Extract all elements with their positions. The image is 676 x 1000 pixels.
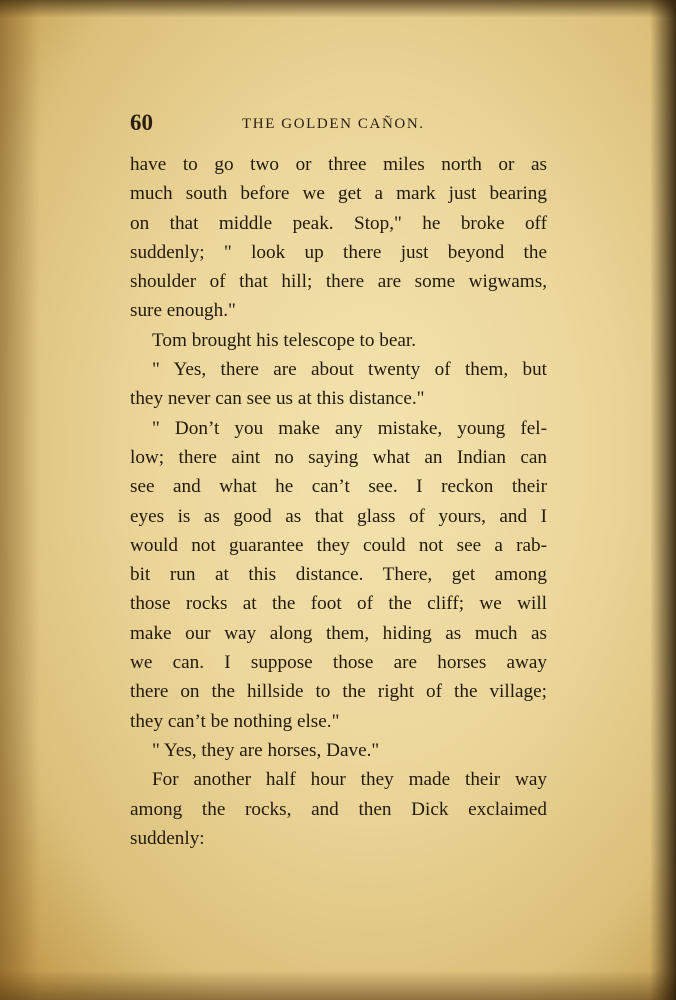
text-line: " Yes, they are horses, Dave."	[152, 739, 380, 761]
text-line: low; there aint no saying what an Indian can	[130, 446, 547, 468]
text-line: suddenly; " look up there just beyond the	[130, 241, 547, 263]
text-line: much south before we get a mark just bearing	[130, 183, 547, 205]
body-text	[130, 150, 547, 853]
text-line: would not guarantee they could not see a rab-	[130, 534, 547, 556]
text-line: shoulder of that hill; there are some wigwams,	[130, 271, 547, 293]
text-line: have to go two or three miles north or as	[130, 154, 547, 175]
page-number: 60	[130, 110, 153, 135]
running-head	[130, 110, 545, 140]
text-line: they can’t be nothing else."	[130, 710, 340, 732]
page-top-edge	[0, 0, 676, 18]
text-line: For another half hour they made their way	[152, 769, 547, 791]
text-line: we can. I suppose those are horses away	[130, 652, 547, 674]
text-line: Tom brought his telescope to bear.	[152, 329, 417, 351]
text-line: those rocks at the foot of the cliff; we will	[130, 593, 547, 615]
page-bottom-edge	[0, 970, 676, 1000]
text-line: " Don’t you make any mistake, young fel-	[152, 417, 547, 439]
text-line: sure enough."	[130, 300, 236, 322]
text-line: see and what he can’t see. I reckon their	[130, 476, 547, 498]
text-line: they never can see us at this distance."	[130, 388, 425, 410]
text-line: on that middle peak. Stop," he broke off	[130, 212, 547, 234]
text-line: make our way along them, hiding as much as	[130, 622, 547, 644]
text-line: there on the hillside to the right of the village;	[130, 681, 547, 703]
running-title: THE GOLDEN CAÑON.	[242, 116, 425, 132]
text-line: eyes is as good as that glass of yours, and I	[130, 505, 547, 527]
text-line: suddenly:	[130, 827, 205, 849]
text-line: " Yes, there are about twenty of them, but	[152, 359, 547, 381]
text-line: bit run at this distance. There, get among	[130, 564, 547, 586]
text-line: among the rocks, and then Dick exclaimed	[130, 798, 547, 820]
